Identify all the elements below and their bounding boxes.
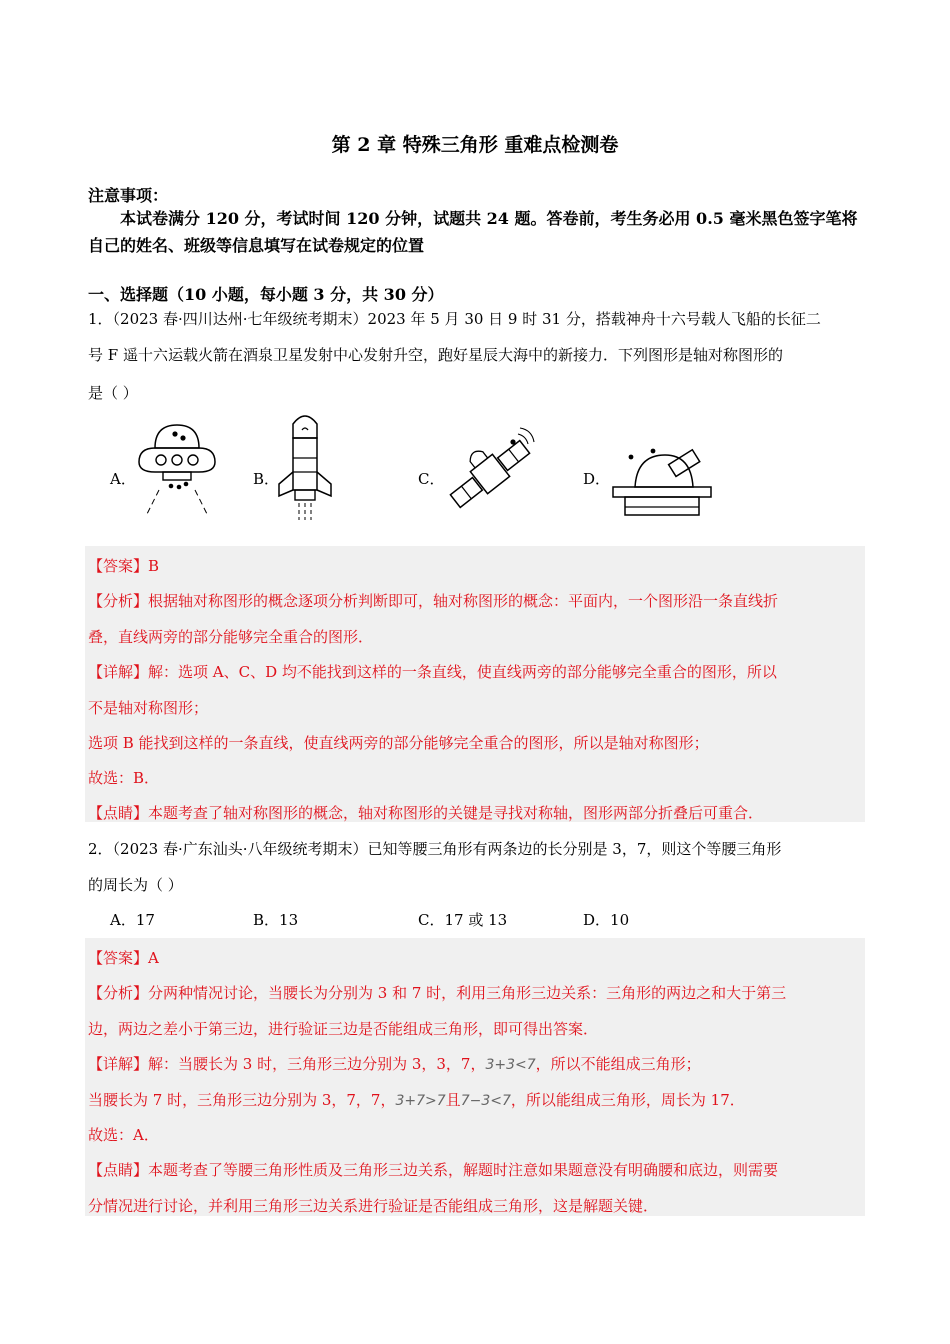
q2-detail1-text-b: ，所以不能组成三角形； — [535, 1055, 701, 1073]
section-heading: 一、选择题（10 小题，每小题 3 分，共 30 分） — [88, 285, 444, 304]
ufo-figure — [135, 420, 215, 520]
q1-detail-line1: 【详解】解：选项 A、C、D 均不能找到这样的一条直线，使直线两旁的部分能够完全重合的图形，所以 — [88, 663, 777, 681]
q2-stem-line1: 2．（2023 春·广东汕头·八年级统考期末）已知等腰三角形有两条边的长分别是 3，7，则这个等腰三角形 — [88, 840, 782, 858]
q2-analysis-line1: 【分析】分两种情况讨论，当腰长为分别为 3 和 7 时，利用三角形三边关系：三角形的两边之和大于第三 — [88, 984, 787, 1002]
q2-comment-line1: 【点睛】本题考查了等腰三角形性质及三角形三边关系，解题时注意如果题意没有明确腰和底边，则需要 — [88, 1161, 779, 1179]
q2-option-c: C．17 或 13 — [418, 911, 508, 929]
q1-detail-line3: 选项 B 能找到这样的一条直线，使直线两旁的部分能够完全重合的图形，所以是轴对称图形； — [88, 734, 709, 752]
q1-option-d: D． — [583, 470, 611, 488]
q2-option-d: D．10 — [583, 911, 630, 929]
q1-answer-box — [85, 546, 865, 822]
notice-body: 本试卷满分 120 分，考试时间 120 分钟，试题共 24 题。答卷前，考生务必用 0.5 毫米黑色签字笔将自己的姓名、班级等信息填写在试卷规定的位置 — [88, 209, 858, 255]
page-title: 第 2 章 特殊三角形 重难点检测卷 — [331, 134, 619, 156]
q1-stem-line3: 是（ ） — [88, 384, 138, 402]
q2-detail2-formula2: 7−3<7 — [460, 1093, 511, 1109]
q2-comment-line2: 分情况进行讨论，并利用三角形三边关系进行验证是否能组成三角形，这是解题关键． — [88, 1197, 659, 1215]
q2-detail-line2 — [88, 1089, 745, 1110]
q1-option-c: C． — [418, 470, 445, 488]
notice-label: 注意事项： — [88, 186, 169, 205]
q2-option-a: A．17 — [110, 911, 155, 929]
q2-option-b: B．13 — [253, 911, 299, 929]
q1-comment: 【点睛】本题考查了轴对称图形的概念，轴对称图形的关键是寻找对称轴，图形两部分折叠后可重合． — [88, 804, 764, 822]
q2-detail1-formula: 3+3<7 — [485, 1057, 536, 1073]
q2-choose: 故选：A． — [88, 1126, 159, 1144]
q1-option-b: B． — [253, 470, 280, 488]
q1-answer: 【答案】B — [88, 557, 160, 575]
q1-stem-line2: 号 F 遥十六运载火箭在酒泉卫星发射中心发射升空，跑好星辰大海中的新接力．下列图形是轴对称图形的 — [88, 346, 783, 364]
q2-detail2-formula1: 3+7>7 — [395, 1093, 446, 1109]
observatory-figure — [605, 445, 715, 525]
q2-detail2-text-a: 当腰长为 7 时，三角形三边分别为 3，7，7， — [88, 1091, 396, 1109]
q2-stem-line2: 的周长为（ ） — [88, 876, 183, 894]
q2-answer-box — [85, 938, 865, 1216]
q2-answer: 【答案】A — [88, 949, 159, 967]
rocket-figure — [275, 410, 335, 522]
q1-analysis-line2: 叠，直线两旁的部分能够完全重合的图形． — [88, 628, 374, 646]
q1-choose: 故选：B． — [88, 769, 160, 787]
q2-analysis-line2: 边，两边之差小于第三边，进行验证三边是否能组成三角形，即可得出答案． — [88, 1020, 599, 1038]
q2-detail2-conj: 且 — [445, 1091, 461, 1109]
satellite-figure — [440, 420, 540, 520]
q2-detail-line1 — [88, 1053, 701, 1074]
q1-option-a: A． — [110, 470, 136, 488]
q1-stem-line1: 1．（2023 春·四川达州·七年级统考期末）2023 年 5 月 30 日 9 时 31 分，搭载神舟十六号载人飞船的长征二 — [88, 310, 821, 328]
q2-detail1-text-a: 【详解】解：当腰长为 3 时，三角形三边分别为 3，3，7， — [88, 1055, 486, 1073]
q1-analysis-line1: 【分析】根据轴对称图形的概念逐项分析判断即可，轴对称图形的概念：平面内，一个图形沿一条直线折 — [88, 592, 779, 610]
q2-detail2-text-b: ，所以能组成三角形，周长为 17． — [510, 1091, 745, 1109]
q1-detail-line2: 不是轴对称图形； — [88, 699, 209, 717]
